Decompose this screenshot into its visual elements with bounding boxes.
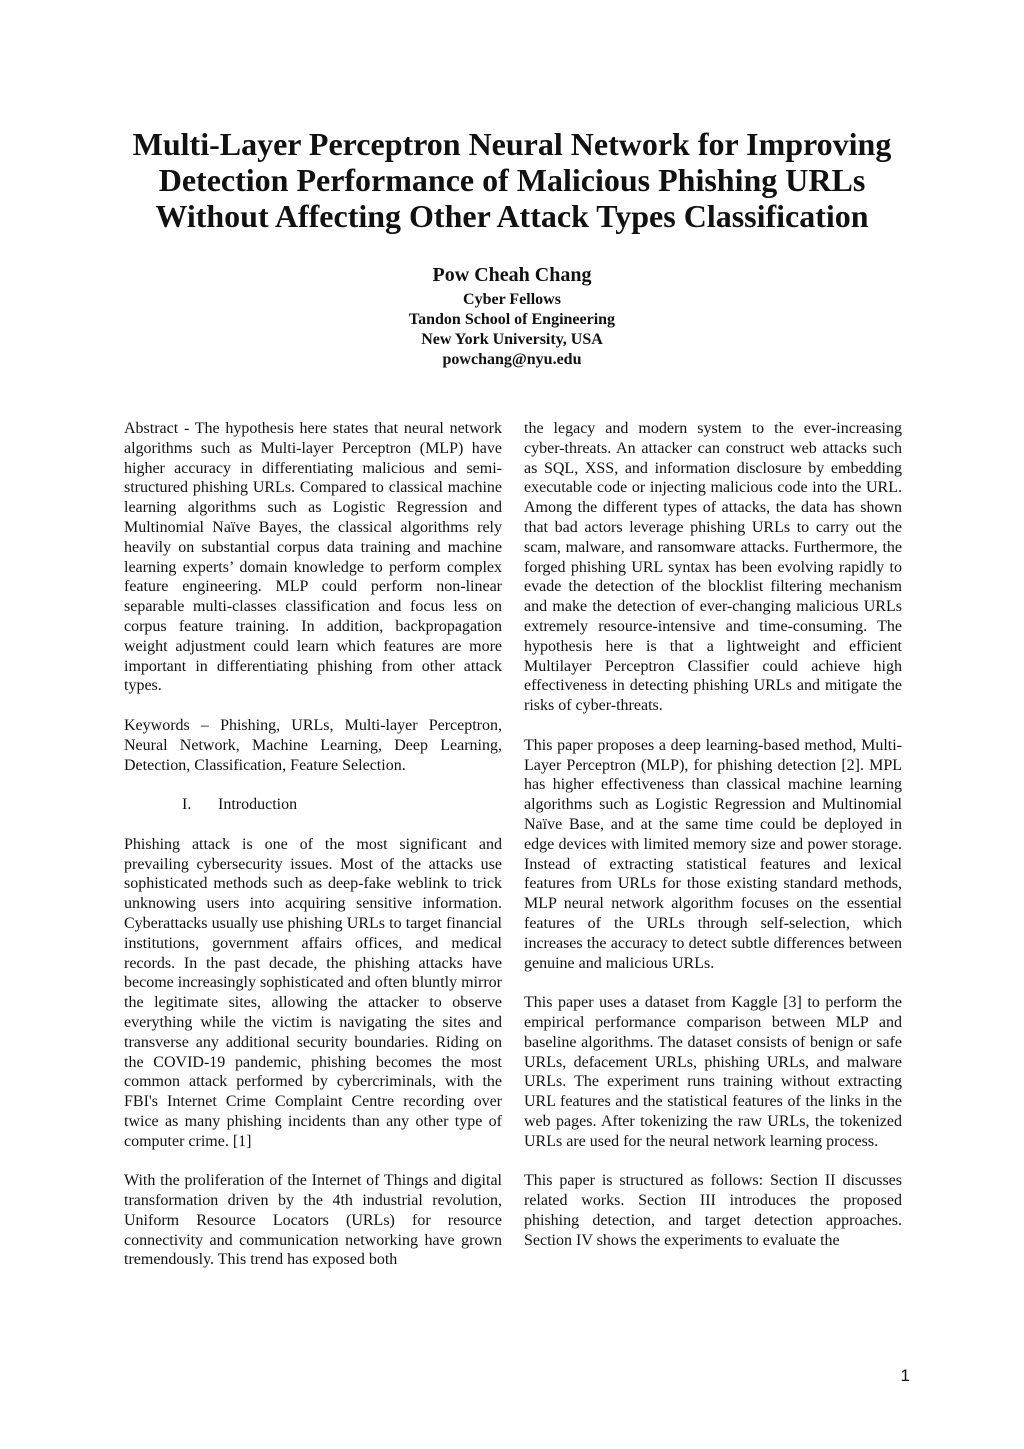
author-block bbox=[262, 262, 762, 370]
author-affiliation: Cyber Fellows bbox=[463, 291, 561, 308]
section-heading bbox=[124, 795, 502, 815]
abstract: Abstract - The hypothesis here states that neural network algorithms such as Multi-layer Perceptron (MLP) have higher accuracy in differentiating malicious and semi-structured phishing URLs. Compared to classical machine learning algorithms such as Logistic Regression and Multinomial Naïve Bayes, the classical algorithms rely heavily on substantial corpus data training and machine learning experts’ domain knowledge to perform complex feature engineering. MLP could perform non-linear separable multi-classes classification and focus less on corpus feature training. In addition, backpropagation weight adjustment could learn which features are more important in differentiating phishing from other attack types. bbox=[124, 420, 502, 695]
intro-paragraph: Phishing attack is one of the most significant and prevailing cybersecurity issues. Most of the attacks use sophisticated methods such as deep-fake weblink to trick unknowing users into acquiring sensitive information. Cyberattacks usually use phishing URLs to target financial institutions, government affairs offices, and medical records. In the past decade, the phishing attacks have become increasingly sophisticated and often bluntly mirror the legitimate sites, allowing the attacker to observe everything while the victim is navigating the sites and transverse any additional security boundaries. Riding on the COVID-19 pandemic, phishing becomes the most common attack performed by cybercriminals, with the FBI's Internet Crime Complaint Centre recording over twice as many phishing incidents than any other type of computer crime. [1] bbox=[124, 835, 502, 1150]
body-paragraph: This paper is structured as follows: Section II discusses related works. Section III introduces the proposed phishing detection, and target detection approaches. Section IV shows the experiments to evaluate the bbox=[524, 1172, 902, 1249]
title-line: Without Affecting Other Attack Types Classification bbox=[155, 198, 869, 234]
body-paragraph: This paper uses a dataset from Kaggle [3] to perform the empirical performance comparison between MLP and baseline algorithms. The dataset consists of benign or safe URLs, defacement URLs, phishing URLs, and malware URLs. The experiment runs training without extracting URL features and the statistical features of the links in the web pages. After tokenizing the raw URLs, the tokenized URLs are used for the neural network learning process. bbox=[524, 994, 902, 1150]
right-column bbox=[524, 419, 902, 1270]
author-email: powchang@nyu.edu bbox=[442, 351, 582, 368]
title-line: Detection Performance of Malicious Phishing URLs bbox=[158, 162, 866, 198]
keywords: Keywords – Phishing, URLs, Multi-layer Perceptron, Neural Network, Machine Learning, Deep Learning, Detection, Classification, Feature Selection. bbox=[124, 716, 502, 774]
section-title: Introduction bbox=[218, 796, 298, 814]
paper-title bbox=[92, 126, 932, 234]
author-affiliation: Tandon School of Engineering bbox=[408, 311, 616, 328]
body-paragraph: the legacy and modern system to the ever-increasing cyber-threats. An attacker can construct web attacks such as SQL, XSS, and information disclosure by embedding executable code or injecting malicious code into the URL. Among the different types of attacks, the data has shown that bad actors leverage phishing URLs to carry out the scam, malware, and ransomware attacks. Furthermore, the forged phishing URL syntax has been evolving rapidly to evade the detection of the blocklist filtering mechanism and make the detection of ever-changing malicious URLs extremely resource-intensive and time-consuming. The hypothesis here is that a lightweight and efficient Multilayer Perceptron Classifier could achieve high effectiveness in detecting phishing URLs and mitigate the risks of cyber-threats. bbox=[524, 420, 902, 715]
page-number: 1 bbox=[900, 1366, 910, 1385]
author-name: Pow Cheah Chang bbox=[432, 264, 592, 286]
section-number: I. bbox=[182, 796, 192, 814]
left-column bbox=[124, 419, 502, 1290]
body-paragraph: This paper proposes a deep learning-based method, Multi-Layer Perceptron (MLP), for phishing detection [2]. MPL has higher effectiveness than classical machine learning algorithms such as Logistic Regression and Multinomial Naïve Base, and at the same time could be deployed in edge devices with limited memory size and power storage. Instead of extracting statistical features and lexical features from URLs for those existing standard methods, MLP neural network algorithm focuses on the essential features of the URLs through self-selection, which increases the accuracy to detect subtle differences between genuine and malicious URLs. bbox=[524, 736, 902, 972]
intro-paragraph: With the proliferation of the Internet of Things and digital transformation driven by the 4th industrial revolution, Uniform Resource Locators (URLs) for resource connectivity and communication networking have grown tremendously. This trend has exposed both bbox=[124, 1172, 502, 1269]
title-line: Multi-Layer Perceptron Neural Network for Improving bbox=[132, 126, 892, 162]
author-affiliation: New York University, USA bbox=[421, 331, 603, 348]
